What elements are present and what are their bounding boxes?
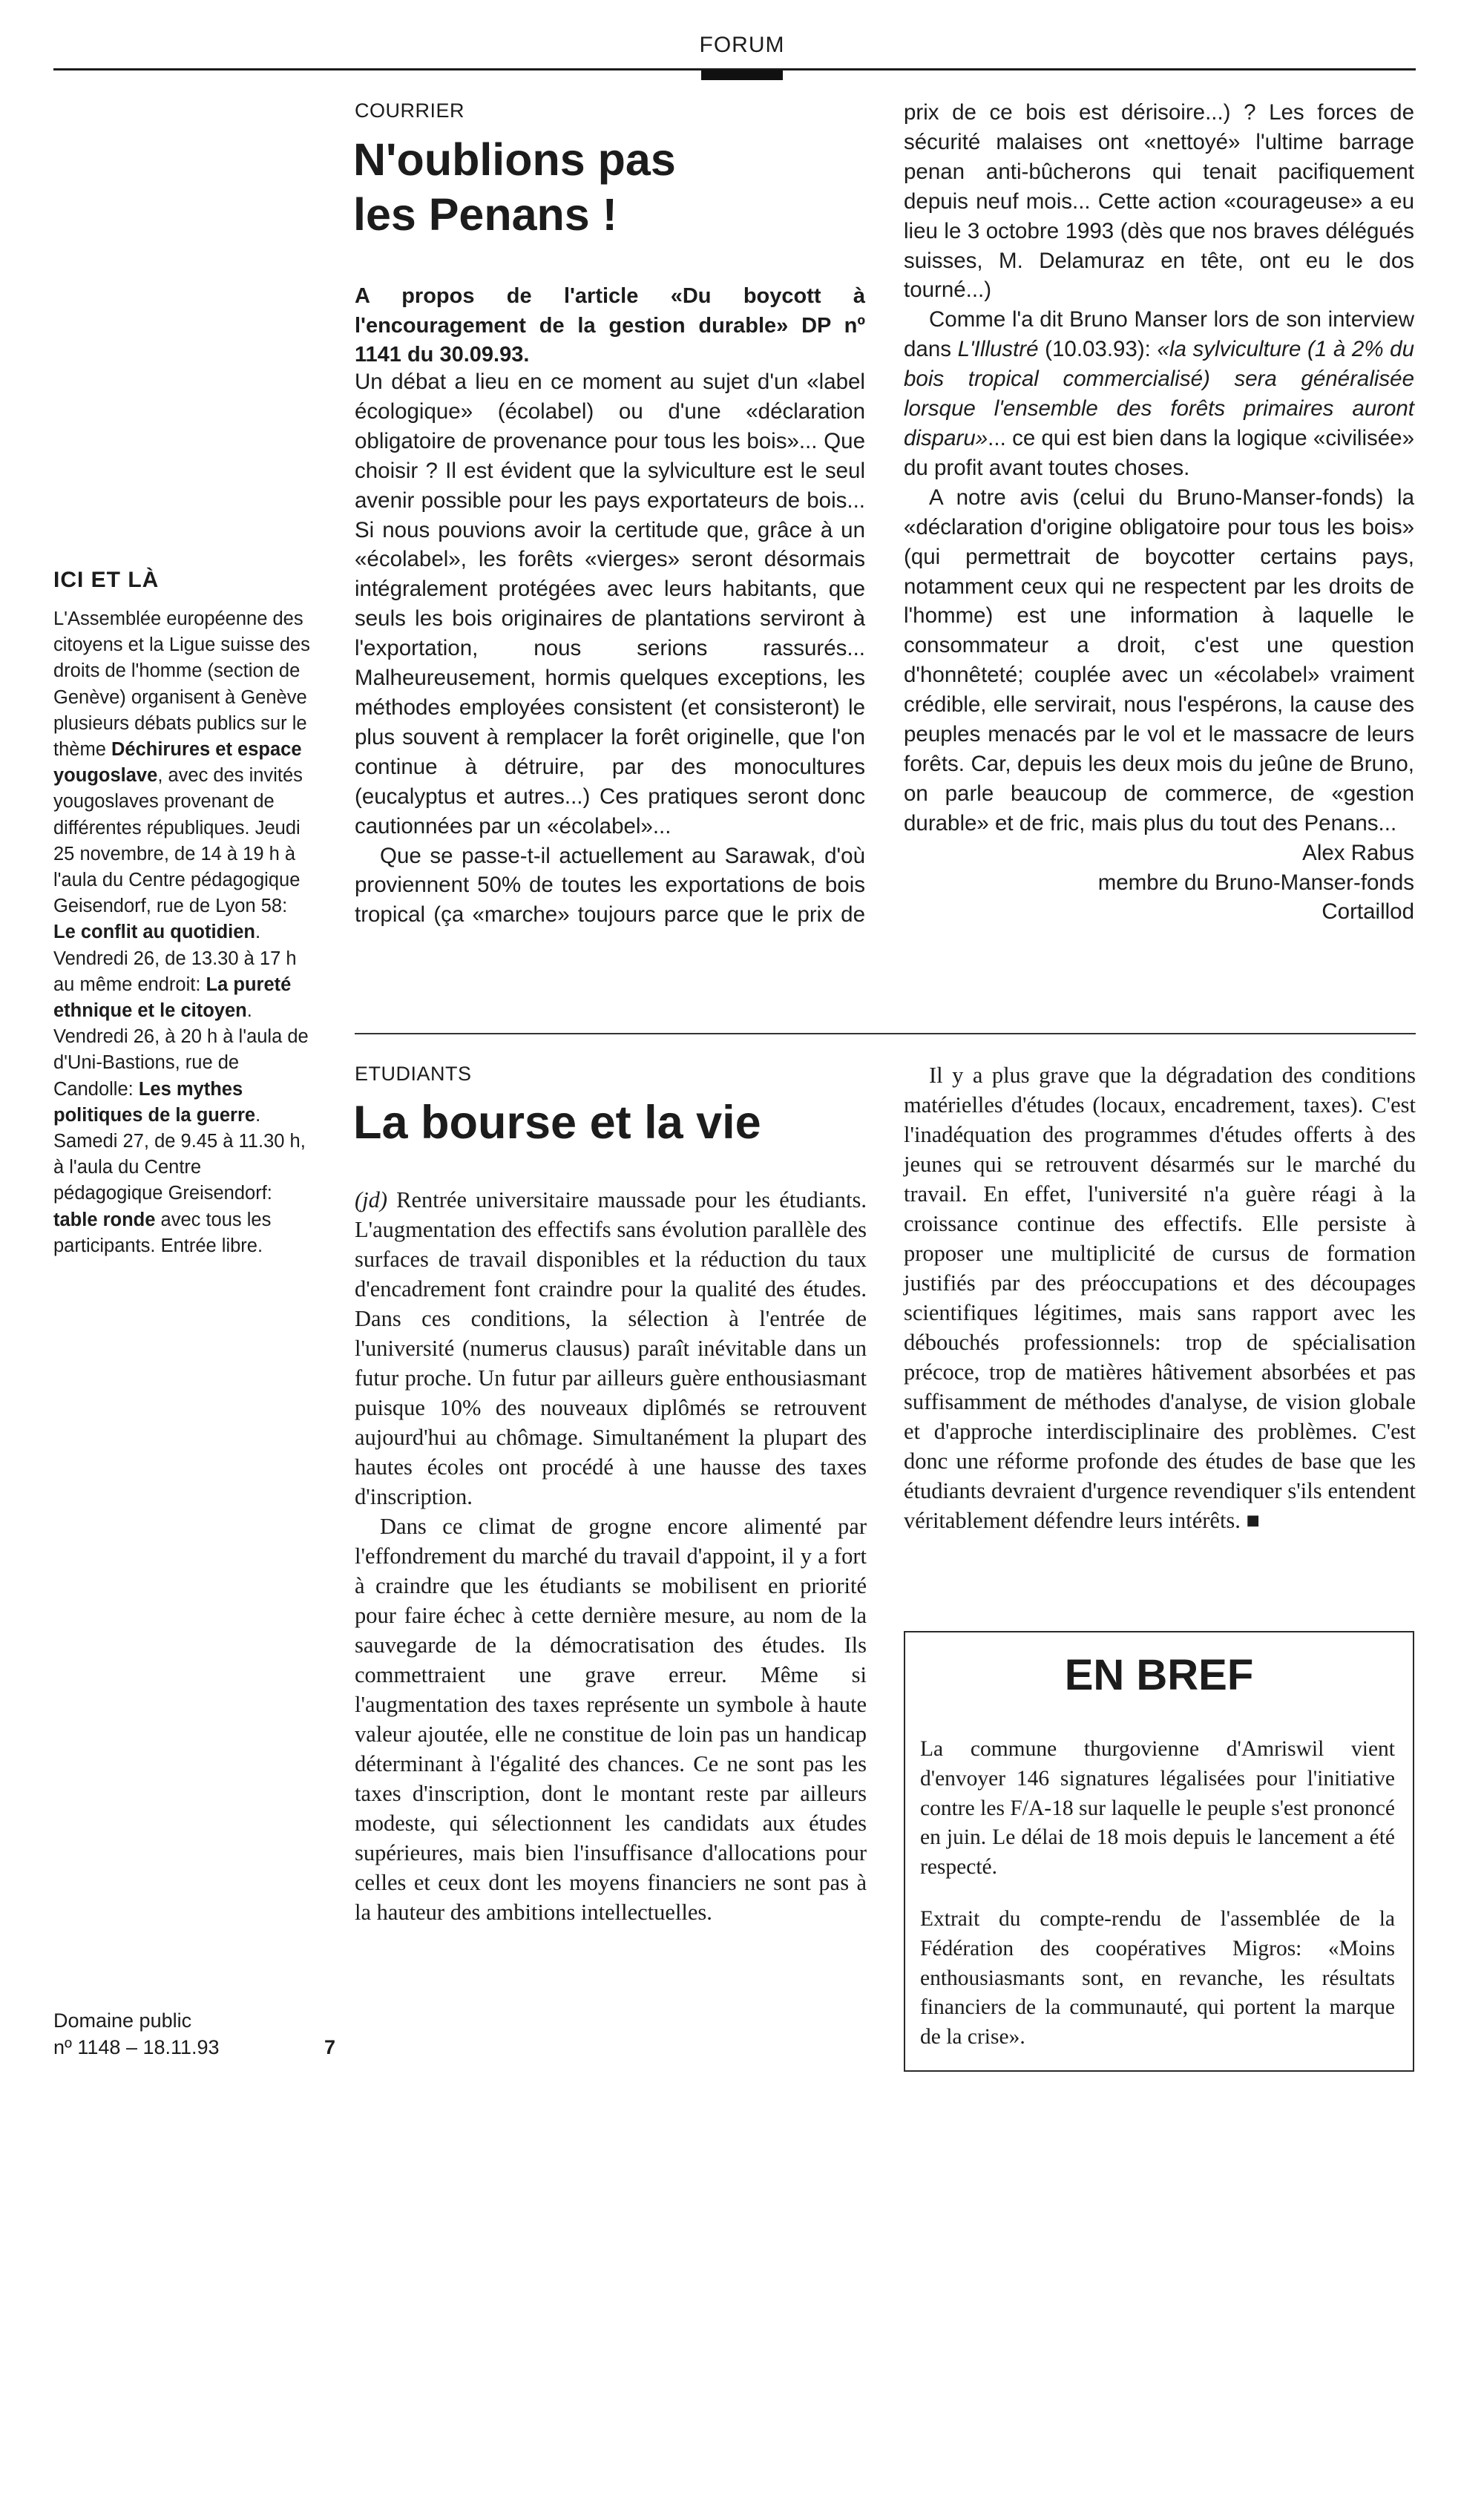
en-bref-box [904, 1631, 1414, 2514]
sidebar-heading: ICI ET LÀ [53, 568, 160, 592]
end-of-article-mark: ■ [1246, 1508, 1260, 1533]
author-initials: (jd) [355, 1187, 388, 1212]
article-1-text: Comme l'a dit Bruno Manser lors de son interview dans [904, 307, 1414, 362]
article-1-paragraph: Un débat a lieu en ce moment au sujet d'un «label écologique» (écolabel) ou d'une «déclaration obligatoire de provenance pour tous les bois»... Que choisir ? Il est évident que la sylviculture est le seul avenir possible pour les pays exportateurs de bois... Si nous pouvions avoir la certitude que, grâce à un «écolabel», les forêts «vierges» seront désormais intégralement protégées avec leurs habitants, que seuls les bois originaires de plantations serviront à l'exportation, nous serions rassurés... Malheureusement, hormis quelques exceptions, les méthodes employées consistent (et consisteront) le plus souvent à remplacer la forêt originelle, que l'on continue à détruire, par des monocultures (eucalyptus et autres...) Ces pratiques seront donc cautionnées par un «écolabel»... [355, 370, 865, 838]
article-1-quote: «la sylviculture (1 à 2% du bois tropical commercialisé) sera généralisée lorsque l'ensemble des forêts primaires auront disparu» [904, 337, 1414, 450]
signature-name: Alex Rabus [1302, 840, 1414, 865]
sidebar-text: , avec des invités yougoslaves provenant de différentes républiques. Jeudi 25 novembre, de 14 à 19 h à l'aula du Centre pédagogique Geisendorf, rue de Lyon 58: [53, 765, 303, 917]
article-1-paragraph-continued: prix de ce bois est dérisoire...) ? Les forces de sécurité malaises ont «nettoyé» l'ultime barrage penan anti-bûcherons qui tenait pacifiquement depuis neuf mois... Cette action «courageuse» a eu lieu le 3 octobre 1993 (dès que nos braves délégués suisses, M. Delamuraz en tête, ont eu le dos tourné...) [904, 100, 1414, 303]
article-1-paragraph: Que se passe-t-il actuellement au Sarawak, d'où proviennent 50% de toutes les exportations de bois tropical (ça «marche» toujours parce que le prix de [355, 843, 865, 928]
sidebar-text: . Samedi 27, de 9.45 à 11.30 h, à l'aula du Centre pédagogique Greisendorf: [53, 1104, 306, 1204]
en-bref-body [920, 1735, 1395, 2052]
article-1-paragraph [904, 305, 1414, 482]
en-bref-title: EN BREF [1064, 1651, 1254, 1699]
article-1-lead: A propos de l'article «Du boycott à l'encouragement de la gestion durable» DP nº 1141 du 30.09.93. [355, 284, 865, 367]
signature-place: Cortaillod [1322, 899, 1414, 925]
header-tab-marker [701, 70, 783, 80]
article-2-column-1 [355, 1185, 867, 1927]
sidebar-text: . Vendredi 26, de 13.30 à 17 h au même endroit: [53, 922, 297, 995]
article-2-paragraph: Dans ce climat de grogne encore alimenté par l'effondrement du marché du travail d'appoint, il y a fort à craindre que les étudiants se mobilisent en priorité pour faire échec à cette dernière mesure, au nom de la sauvegarde de la démocratisation des études. Ils commettraient une grave erreur. Même si l'augmentation des taxes représente un symbole à haute valeur ajoutée, elle ne constitue de loin pas un handicap déterminant à l'égalité des chances. Ce ne sont pas les taxes d'inscription, dont le montant reste par ailleurs modeste, qui sélectionnent les candidats aux études supérieures, mais bien l'insuffisance d'allocations pour celles et ceux dont les moyens financiers ne sont pas à la hauteur des ambitions intellectuelles. [355, 1514, 867, 1925]
article-2-paragraph [355, 1185, 867, 1512]
sidebar-bold-event: table ronde [53, 1209, 156, 1230]
sidebar-text: . Vendredi 26, à 20 h à l'aula de d'Uni-Bastions, rue de Candolle: [53, 1000, 309, 1100]
sidebar-text: avec tous les participants. Entrée libre. [53, 1209, 272, 1256]
article-1-column-1 [355, 367, 865, 931]
issue-number: nº 1148 – 18.11.93 [53, 2036, 220, 2058]
sidebar-text: L'Assemblée européenne des citoyens et la Ligue suisse des droits de l'homme (section de Genève) organisent à Genève plusieurs débats publics sur le thème [53, 608, 310, 761]
article-1-title [353, 132, 873, 242]
section-divider [355, 1033, 1416, 1034]
sidebar-bold-event: Les mythes politiques de la guerre [53, 1078, 256, 1126]
sidebar-bold-event: La pureté ethnique et le citoyen [53, 974, 292, 1022]
section-label: FORUM [699, 33, 785, 57]
signature-role: membre du Bruno-Manser-fonds [1097, 870, 1414, 895]
folio [53, 2007, 335, 2061]
en-bref-item: Extrait du compte-rendu de l'assemblée de la Fédération des coopératives Migros: «Moins enthousiasmants sont, en revanche, les résultats financiers de la communauté, qui portent la marque de la crise». [920, 1906, 1395, 2049]
sidebar-bold-topic: Déchirures et espace yougoslave [53, 739, 302, 787]
en-bref-item: La commune thurgovienne d'Amriswil vient d'envoyer 146 signatures légalisées pour l'initiative contre les F/A-18 sur laquelle le peuple s'est prononcé en juin. Le délai de 18 mois depuis le lancement a été respecté. [920, 1737, 1395, 1880]
article-2-title: La bourse et la vie [353, 1097, 761, 1149]
article-1-column-2 [904, 98, 1414, 927]
sidebar-ici-et-la [53, 568, 313, 1259]
article-1-text: (10.03.93): [1038, 337, 1158, 362]
article-2-text: Il y a plus grave que la dégradation des conditions matérielles d'études (locaux, encadrement, taxes). C'est l'inadéquation des programmes d'études offerts à des jeunes qui se retrouvent désarmés sur le marché du travail. En effet, l'université n'a guère réagi à la croissance continue des effectifs. Elle persiste à proposer une multiplicité de cursus de formation justifiés par des préoccupations et des découpages scientifiques légitimes, mais sans rapport avec les débouchés professionnels: trop de spécialisation précoce, trop de matières hâtivement absorbées et pas suffisamment de méthodes d'analyse, de vision globale et d'approche interdisciplinaire des problèmes. C'est donc une réforme profonde des études de base que les étudiants devraient d'urgence revendiquer s'ils entendent véritablement défendre leurs intérêts. [904, 1063, 1416, 1533]
article-2-paragraph [904, 1060, 1416, 1535]
article-2-column-2 [904, 1060, 1416, 1535]
article-2-kicker: ETUDIANTS [355, 1063, 472, 1085]
sidebar-body [53, 606, 313, 1259]
article-2-text: Rentrée universitaire maussade pour les étudiants. L'augmentation des effectifs sans évolution parallèle des surfaces de travail disponibles et la réduction du taux d'encadrement font craindre pour la qualité des études. Dans ces conditions, la sélection à l'entrée de l'université (numerus clausus) paraît inévitable dans un futur proche. Un futur par ailleurs guère enthousiasmant puisque 10% des nouveaux diplômés se retrouvent aujourd'hui au chômage. Simultanément la plupart des hautes écoles ont procédé à une hausse des taxes d'inscription. [355, 1187, 867, 1509]
article-1-kicker: COURRIER [355, 99, 465, 122]
article-1-text: ... ce qui est bien dans la logique «civilisée» du profit avant toutes choses. [904, 425, 1414, 480]
article-1-title-line: les Penans ! [353, 189, 617, 240]
page-number: 7 [324, 2036, 335, 2058]
publication-name: Domaine public [53, 2009, 192, 2032]
sidebar-bold-event: Le conflit au quotidien [53, 922, 255, 943]
article-1-source: L'Illustré [957, 337, 1039, 362]
article-1-paragraph: A notre avis (celui du Bruno-Manser-fonds) la «déclaration d'origine obligatoire pour tous les bois» (qui permettrait de boycotter certains pays, notamment ceux qui ne respectent par les droits de l'homme) est une information à laquelle le consommateur a droit, c'est une question d'honnêteté; couplée avec un «écolabel» vraiment crédible, elle servirait, nous l'espérons, la cause des peuples menacés par le vol et le massacre de leurs forêts. Car, depuis les deux mois du jeûne de Bruno, on parle beaucoup de commerce, de «gestion durable» et de fric, mais plus du tout des Penans... [904, 485, 1414, 836]
article-1-title-line: N'oublions pas [353, 134, 676, 185]
